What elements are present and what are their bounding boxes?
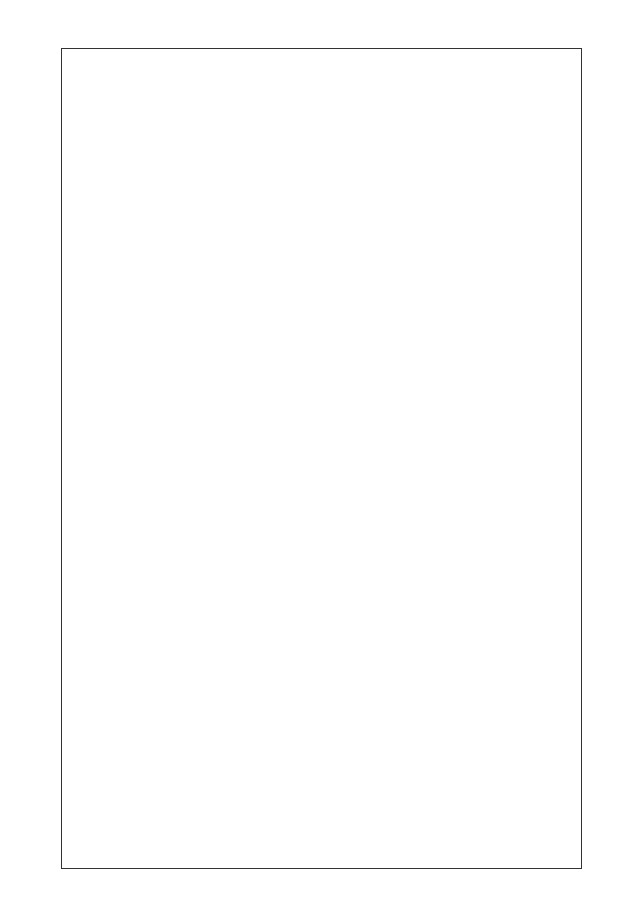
- drug-classification-table: [61, 48, 582, 869]
